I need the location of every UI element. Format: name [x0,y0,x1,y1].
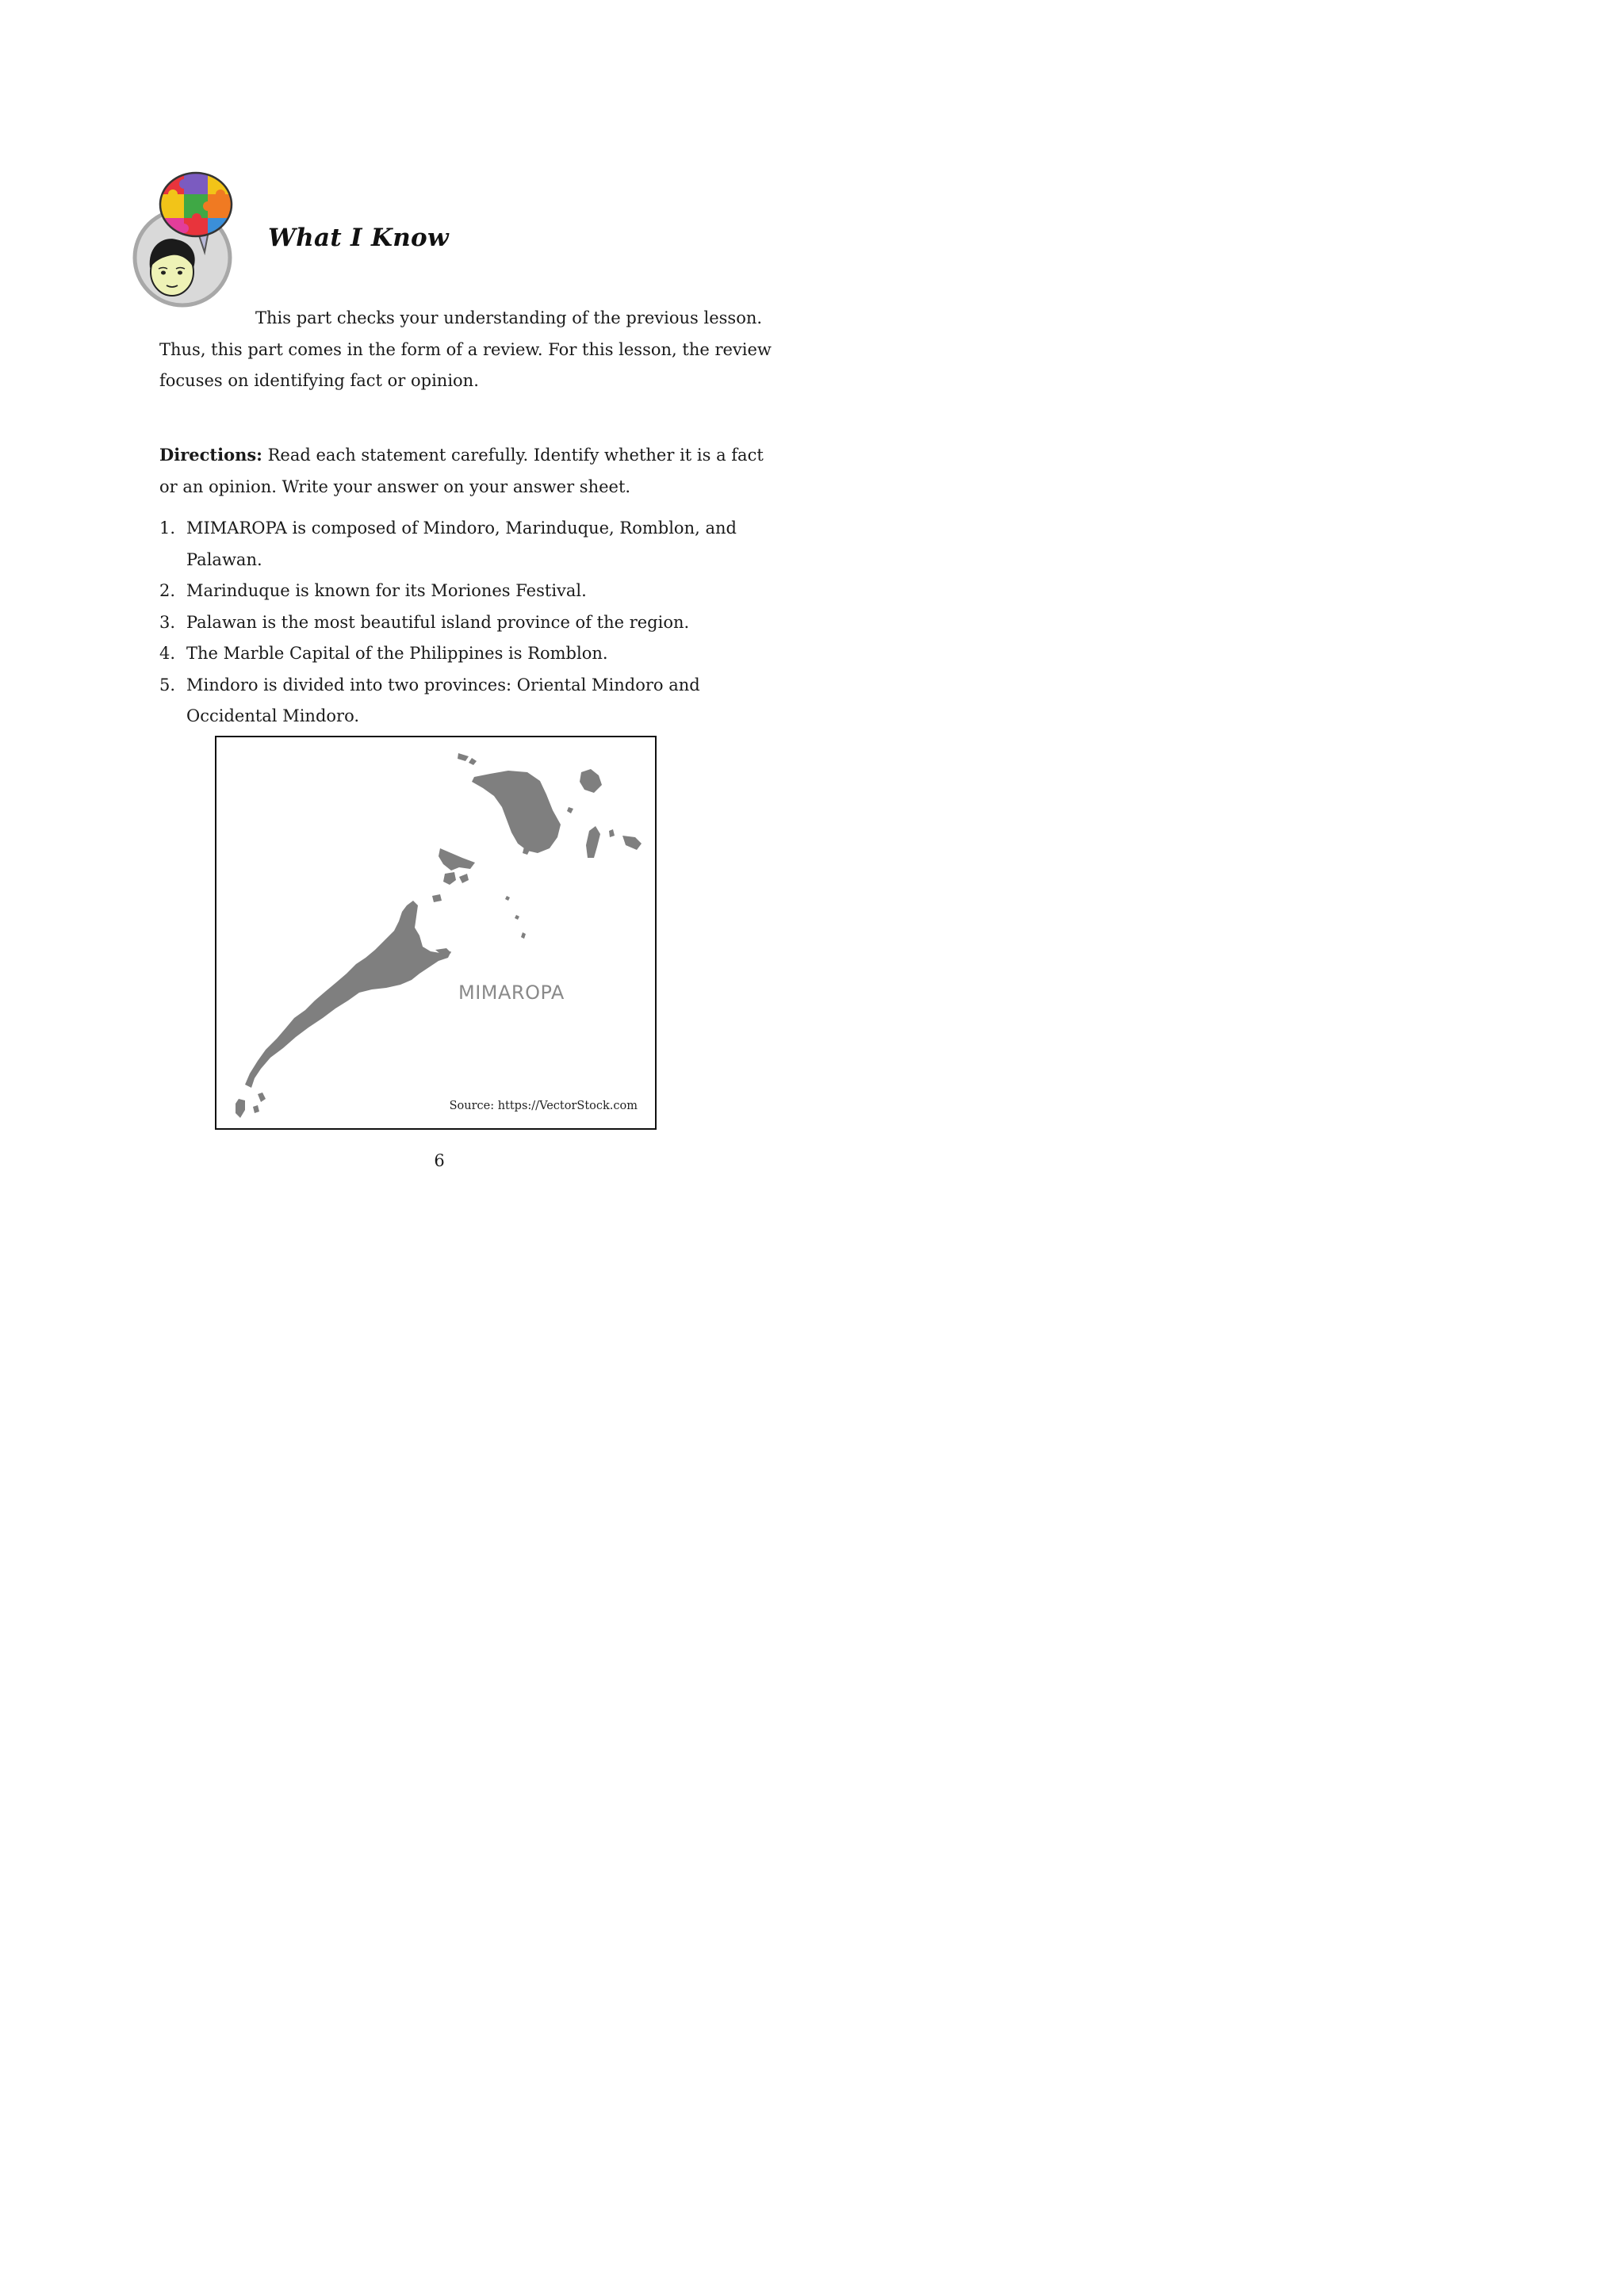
statement-item [159,513,762,576]
statement-item [159,576,762,607]
statement-number: 4. [159,644,176,663]
mimaropa-map-figure [215,736,657,1130]
statement-item [159,638,762,670]
map-source-caption: Source: https://VectorStock.com [449,1100,638,1112]
statement-item [159,670,762,733]
statement-text: Palawan is the most beautiful island province of the region. [186,612,690,632]
statement-text: The Marble Capital of the Philippines is Romblon. [186,644,608,663]
thinking-child-icon [127,166,246,309]
statement-item [159,607,762,639]
mimaropa-map-icon [216,737,658,1131]
directions-label: Directions: [159,445,262,465]
statement-text: MIMAROPA is composed of Mindoro, Marinduque, Romblon, and Palawan. [186,519,737,569]
statement-number: 5. [159,675,176,695]
statement-list [159,513,762,733]
statement-number: 3. [159,612,176,632]
statement-text: Marinduque is known for its Moriones Festival. [186,581,587,600]
statement-number: 1. [159,519,176,538]
page-number: 6 [434,1151,445,1170]
section-title: What I Know [268,224,449,252]
map-label: MIMAROPA [458,982,565,1004]
statement-number: 2. [159,581,176,600]
directions-text: Read each statement carefully. Identify whether it is a fact or an opinion. Write your answer on your answer sheet. [159,446,764,496]
statement-text: Mindoro is divided into two provinces: Oriental Mindoro and Occidental Mindoro. [186,675,700,725]
directions-paragraph [159,439,786,503]
intro-paragraph: This part checks your understanding of the previous lesson. Thus, this part comes in the form of a review. For this lesson, the review focuses on identifying fact or opinion. [159,308,772,390]
